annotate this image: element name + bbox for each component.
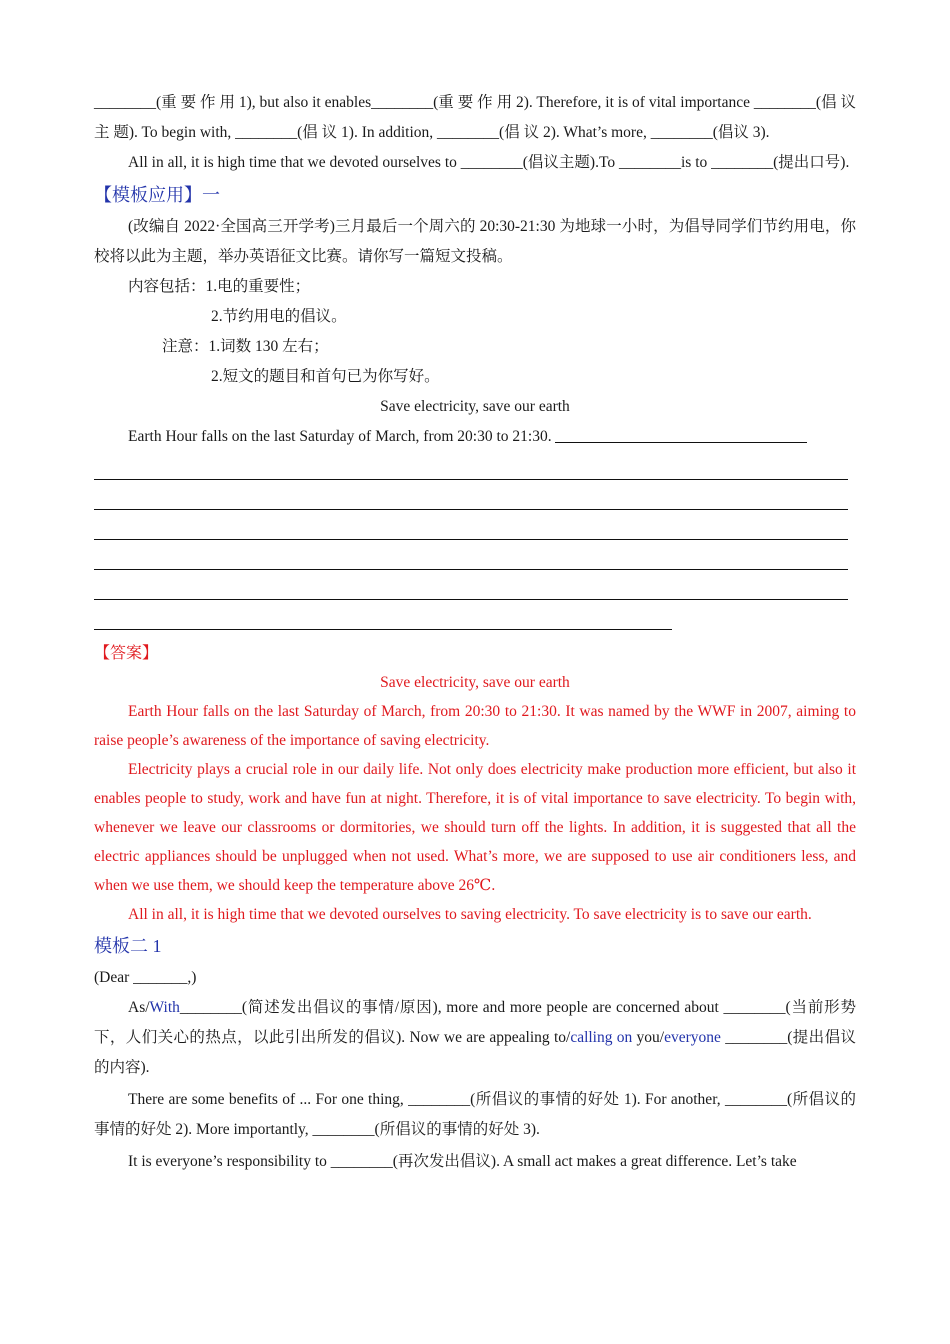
text-segment: ________(简述发出倡议的事情/原因), more and more people are concerned about ________(当前形势下，人们关心的热点，以此引出所发的倡议). Now we are appealing to/: [94, 999, 856, 1046]
essay-title: Save electricity, save our earth: [380, 398, 570, 415]
answer-heading: 【答案】: [94, 645, 159, 662]
writing-line[interactable]: [94, 629, 672, 630]
writing-line[interactable]: [94, 539, 848, 540]
essay-first-line: [94, 422, 856, 452]
writing-line[interactable]: [94, 599, 848, 600]
template-two-heading: 模板二 1: [94, 936, 162, 956]
essay-first-sentence: Earth Hour falls on the last Saturday of March, from 20:30 to 21:30.: [128, 428, 552, 445]
text-as: As/: [128, 999, 150, 1016]
content-requirement-2: 2.节约用电的倡议。: [211, 308, 347, 325]
letter-greeting: (Dear _______,): [94, 969, 197, 986]
writing-line[interactable]: [94, 479, 848, 480]
document-page: [94, 88, 856, 1177]
template-two-paragraph-1: [94, 993, 856, 1083]
answer-paragraph-1: Earth Hour falls on the last Saturday of March, from 20:30 to 21:30. It was named by the WWF in 2007, aiming to raise people’s awareness of the importance of saving electricity.: [94, 703, 856, 749]
answer-title: Save electricity, save our earth: [380, 674, 570, 691]
template-two-paragraph-2: There are some benefits of ... For one thing, ________(所倡议的事情的好处 1). For another, ________(所倡议的事情的好处 2). More importantly, ________(所倡议的事情的好处 3).: [94, 1091, 856, 1138]
text-segment: ________(提出倡议的内容).: [94, 1029, 856, 1076]
template-two-paragraph-3: It is everyone’s responsibility to ________(再次发出倡议). A small act makes a great difference. Let’s take: [128, 1153, 797, 1170]
writing-area[interactable]: [94, 479, 856, 630]
content-requirement: 内容包括：1.电的重要性；: [128, 278, 311, 295]
writing-line[interactable]: [94, 569, 848, 570]
template-application-heading: 【模板应用】一: [94, 185, 220, 205]
answer-paragraph-3: All in all, it is high time that we devoted ourselves to saving electricity. To save electricity is to save our earth.: [128, 906, 812, 923]
note-requirement-2: 2.短文的题目和首句已为你写好。: [211, 368, 440, 385]
text-everyone: everyone: [664, 1029, 721, 1046]
text-with: With: [149, 999, 180, 1016]
template-conclusion: All in all, it is high time that we devoted ourselves to ________(倡议主题).To ________is to ________(提出口号).: [128, 154, 850, 171]
writing-blank[interactable]: [555, 442, 807, 443]
template-paragraph: ________(重 要 作 用 1), but also it enables________(重 要 作 用 2). Therefore, it is of vital importance ________(倡 议 主 题). To begin with, ________(倡 议 1). In addition, ________(倡 议 2). What’s more, ________(倡议 3).: [94, 94, 856, 141]
writing-line[interactable]: [94, 509, 848, 510]
answer-paragraph-2: Electricity plays a crucial role in our daily life. Not only does electricity make production more efficient, but also it enables people to study, work and have fun at night. Therefore, it is of vital importance to save electricity. To begin with, whenever we leave our classrooms or dormitories, we should turn off the lights. In addition, it is suggested that all the electric appliances should be unplugged when not used. What’s more, we are supposed to use air conditioners less, and when we use them, we should keep the temperature above 26℃.: [94, 761, 856, 894]
note-requirement: 注意：1.词数 130 左右；: [162, 338, 329, 355]
text-segment: you/: [632, 1029, 665, 1046]
text-calling-on: calling on: [570, 1029, 633, 1046]
task-prompt: (改编自 2022·全国高三开学考)三月最后一个周六的 20:30-21:30 为地球一小时，为倡导同学们节约用电，你校将以此为主题，举办英语征文比赛。请你写一篇短文投稿。: [94, 218, 856, 265]
